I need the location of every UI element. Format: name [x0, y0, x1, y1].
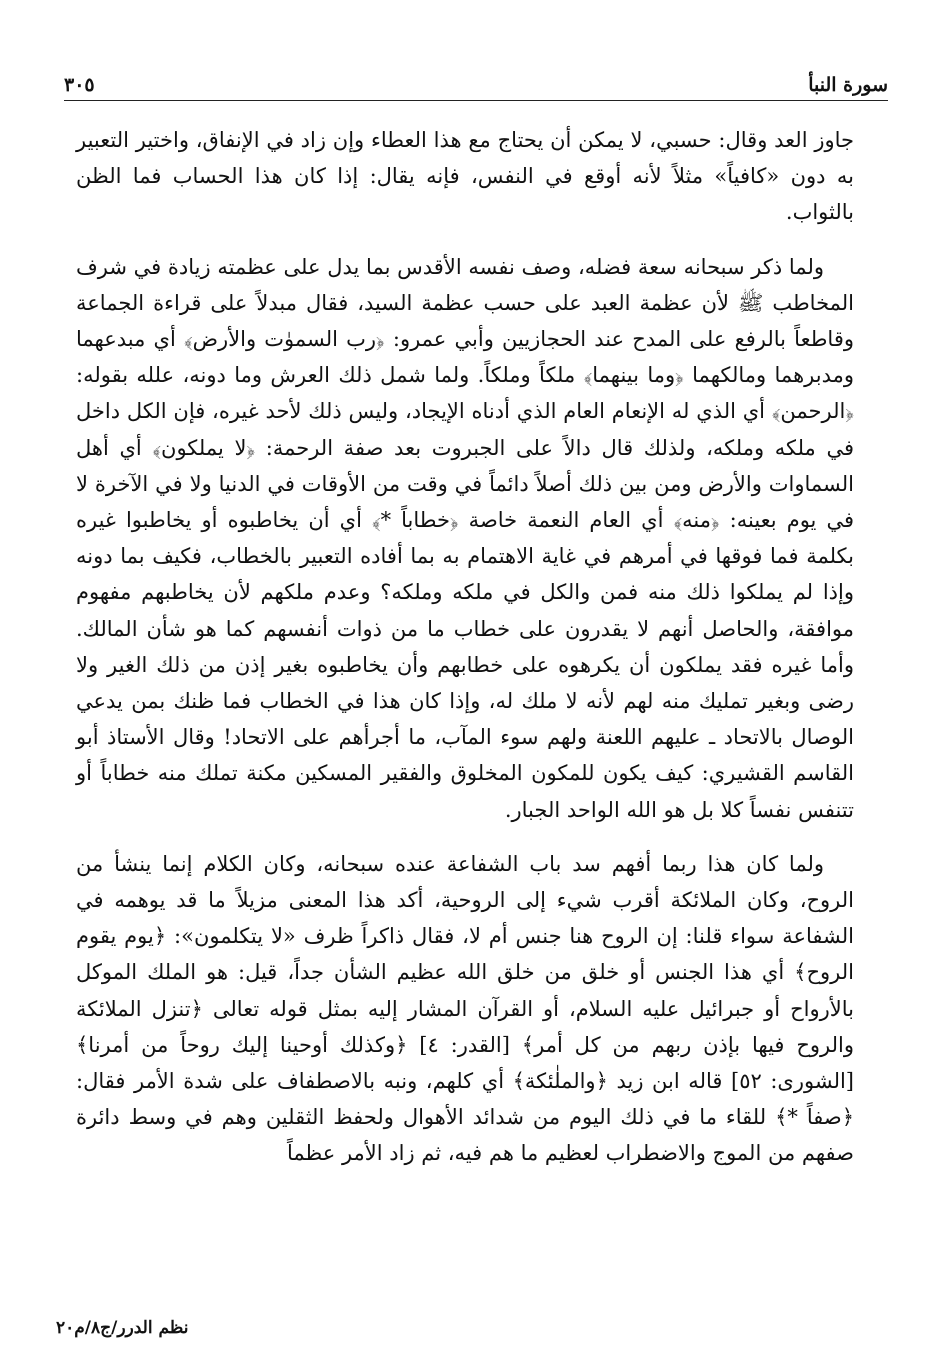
- paragraph-3: ولما كان هذا ربما أفهم سد باب الشفاعة عنده سبحانه، وكان الكلام إنما ينشأ من الروح، وكان الملائكة أقرب شيء إلى الروحية، أكد هذا المعنى مزيلاً ما قد يوهمه في الشفاعة سواء قلنا: إن الروح هنا جنس أم لا، فقال ذاكراً ظرف «لا يتكلمون»: ﴿يوم يقوم الروح﴾ أي هذا الجنس أو خلق من خلق الله عظيم الشأن جداً، قيل: هو الملك الموكل بالأرواح أو جبرائيل عليه السلام، أو القرآن المشار إليه بمثل قوله تعالى ﴿تنزل الملائكة والروح فيها بإذن ربهم من كل أمر﴾ [القدر: ٤] ﴿وكذلك أوحينا إليك روحاً من أمرنا﴾ [الشورى: ٥٢] قاله ابن زيد ﴿والملٰئكة﴾ أي كلهم، ونبه بالاصطفاف على شدة الأمر فقال: ﴿صفاً *﴾ للقاء ما في ذلك اليوم من شدائد الأهوال ولحفظ الثقلين وهم في وسط دائرة صفهم من الموج والاضطراب لعظيم ما هم فيه، ثم زاد الأمر عظماً: [76, 851, 854, 1166]
- footer-signature: نظم الدرر/ج٨/م٢٠: [56, 1318, 189, 1338]
- running-title: سورة النبأ: [808, 74, 888, 96]
- paragraph-1: جاوز العد وقال: حسبي، لا يمكن أن يحتاج مع هذا العطاء وإن زاد في الإنفاق، واختير التعبير به دون «كافياً» مثلاً لأنه أوقع في النفس، فإنه يقال: إذا كان هذا الحساب فما الظن بالثواب.: [76, 128, 854, 225]
- body-text: [76, 122, 854, 1172]
- paragraph-2: ولما ذكر سبحانه سعة فضله، وصف نفسه الأقدس بما يدل على عظمته زيادة في شرف المخاطب ﷺ لأن عظمة العبد على حسب عظمة السيد، فقال مبدلاً على قراءة الجماعة وقاطعاً بالرفع على المدح عند الحجازيين وأبي عمرو: ﴿رب السموٰت والأرض﴾ أي مبدعهما ومدبرهما ومالكهما ﴿وما بينهما﴾ ملكاً وملكاً. ولما شمل ذلك العرش وما دونه، علله بقوله: ﴿الرحمن﴾ أي الذي له الإنعام العام الذي أدناه الإيجاد، وليس ذلك لأحد غيره، فإن الكل داخل في ملكه وملكه، ولذلك قال دالاً على الجبروت بعد صفة الرحمة: ﴿لا يملكون﴾ أي أهل السماوات والأرض ومن بين ذلك أصلاً دائماً في وقت من الأوقات في الدنيا ولا في الآخرة لا في يوم بعينه: ﴿منه﴾ أي العام النعمة خاصة ﴿خطاباً *﴾ أي أن يخاطبوه أو يخاطبوا غيره بكلمة فما فوقها في أمرهم في غاية الاهتمام به بما أفاده التعبير بالخطاب، فكيف بما دونه وإذا لم يملكوا ذلك منه فمن والكل في ملكه وملكه؟ وعدم ملكهم لأن يخاطبهم مفهوم موافقة، والحاصل أنهم لا يقدرون على خطاب ما من ذوات أنفسهم كما هو شأن المالك. وأما غيره فقد يملكون أن يكرهوه على خطابهم وأن يخاطبوه بغير إذن من ذلك الغير ولا رضى وبغير تمليك منه لهم لأنه لا ملك له، وإذا كان هذا في الخطاب فما ظنك بمن يدعي الوصال بالاتحاد ـ عليهم اللعنة ولهم سوء المآب، ما أجرأهم على الاتحاد! وقال الأستاذ أبو القاسم القشيري: كيف يكون للمكون المخلوق والفقير المسكين مكنة تملك منه خطاباً أو تتنفس نفساً كلا بل هو الله الواحد الجبار.: [76, 254, 854, 822]
- page-number: ٣٠٥: [64, 74, 95, 96]
- page-header: [64, 66, 888, 101]
- page-footer: [56, 1318, 844, 1338]
